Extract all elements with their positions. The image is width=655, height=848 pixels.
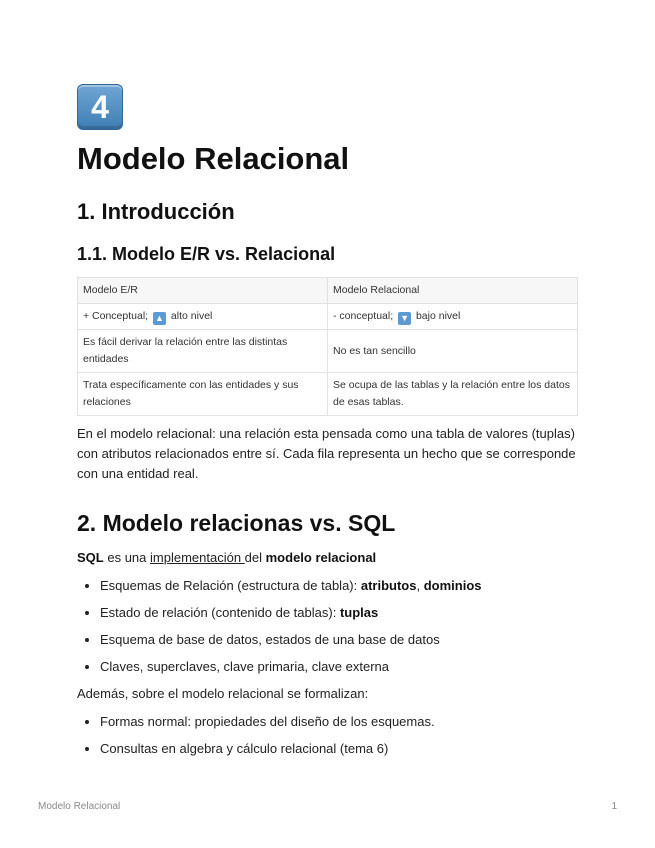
- comparison-table: [77, 277, 578, 416]
- table-cell: Trata específicamente con las entidades y sus relaciones: [78, 373, 328, 416]
- subsection-1-1-heading: 1.1. Modelo E/R vs. Relacional: [77, 243, 336, 264]
- table-cell: + Conceptual; ▲ alto nivel: [78, 304, 328, 330]
- table-row: [78, 373, 578, 416]
- table-row: [78, 304, 578, 330]
- bullet-list: [77, 577, 578, 676]
- intro-paragraph: En el modelo relacional: una relación esta pensada como una tabla de valores (tuplas) con atributos relacionados entre sí. Cada fila representa un hecho que se corresponde con una entidad real.: [77, 426, 576, 482]
- section-2-heading: 2. Modelo relacionas vs. SQL: [77, 510, 396, 537]
- table-cell: Es fácil derivar la relación entre las distintas entidades: [78, 330, 328, 373]
- formalize-paragraph: Además, sobre el modelo relacional se formalizan:: [77, 685, 369, 701]
- list-item: • Esquemas de Relación (estructura de tabla): atributos, dominios: [100, 577, 578, 595]
- bullet-list-2: [77, 713, 578, 758]
- table-cell: No es tan sencillo: [328, 330, 578, 373]
- document-page: [77, 84, 578, 758]
- implementation-link[interactable]: implementación: [150, 549, 245, 565]
- table-header-row: [78, 278, 578, 304]
- page-number: 1: [611, 801, 617, 812]
- table-header-cell: Modelo E/R: [78, 278, 328, 304]
- list-item: • Esquema de base de datos, estados de una base de datos: [100, 631, 578, 649]
- list-item: • Formas normal: propiedades del diseño de los esquemas.: [100, 713, 578, 731]
- table-cell: Se ocupa de las tablas y la relación entre los datos de esas tablas.: [328, 373, 578, 416]
- sql-intro: SQL es una implementación del modelo relacional: [77, 549, 377, 565]
- section-1-heading: 1. Introducción: [77, 199, 235, 225]
- table-header-cell: Modelo Relacional: [328, 278, 578, 304]
- keycap-four-icon: 4: [77, 84, 123, 130]
- arrow-up-icon: ▲: [153, 312, 166, 325]
- list-item: • Estado de relación (contenido de tablas): tuplas: [100, 604, 578, 622]
- list-item: • Consultas en algebra y cálculo relacional (tema 6): [100, 740, 578, 758]
- page-title: Modelo Relacional: [77, 141, 350, 176]
- table-cell: - conceptual; ▼ bajo nivel: [328, 304, 578, 330]
- arrow-down-icon: ▼: [398, 312, 411, 325]
- footer-title: Modelo Relacional: [38, 801, 121, 812]
- list-item: • Claves, superclaves, clave primaria, clave externa: [100, 658, 578, 676]
- table-row: [78, 330, 578, 373]
